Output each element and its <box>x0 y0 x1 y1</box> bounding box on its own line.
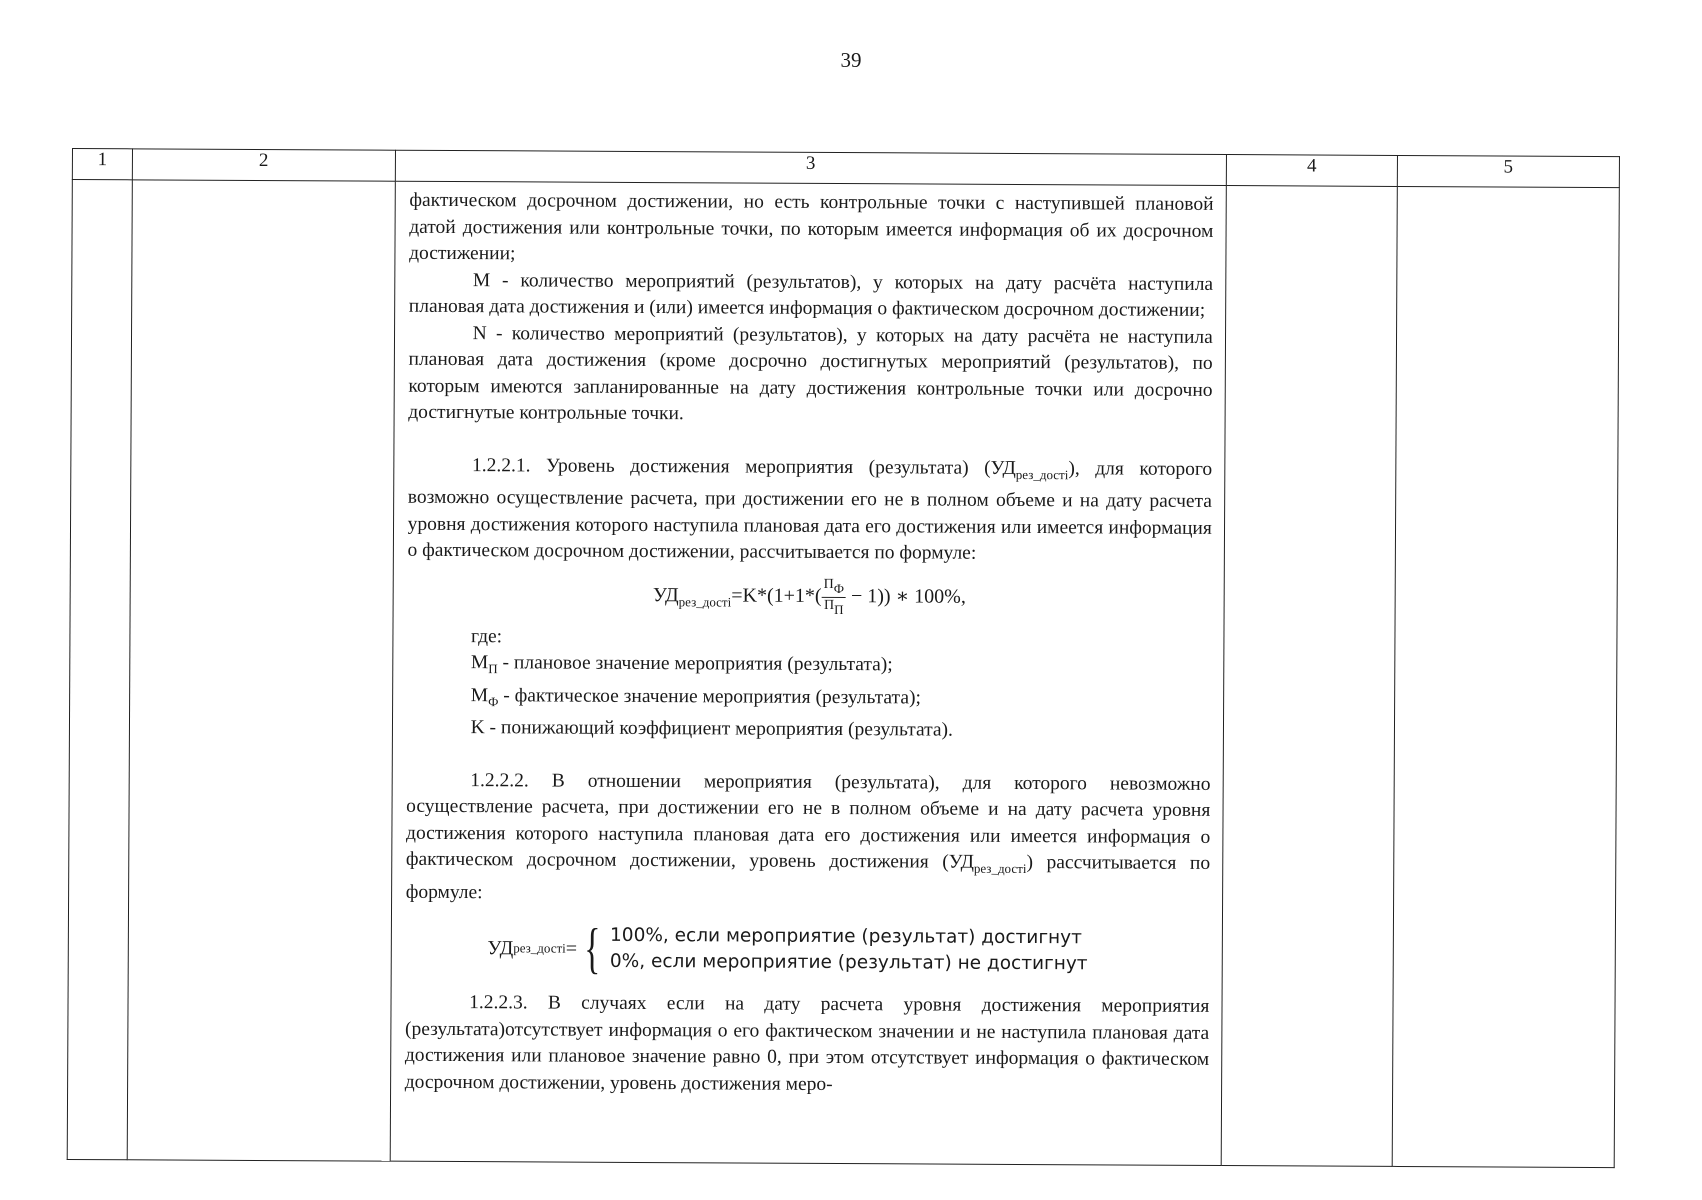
paragraph-m-definition: M - количество мероприятий (результатов), у которых на дату расчёта наступила плановая дата достижения и (или) имеется информация о фактическом досрочном достижении; <box>408 269 1214 321</box>
header-col-2: 2 <box>132 149 395 181</box>
header-col-1: 1 <box>72 149 132 180</box>
formula-binary-achievement: УД рез_достi = { 100%, если мероприятие (результат) достигнут 0%, если мероприятие (результат) не достигнут <box>487 917 1088 980</box>
paragraph-1: фактическом досрочном достижении, но есть контрольные точки с наступившей плановой датой достижения или контрольные точки, по которым имеется информация об их досрочном достижении; <box>409 189 1214 265</box>
header-col-3: 3 <box>395 150 1226 185</box>
header-col-5: 5 <box>1397 155 1619 187</box>
cell-col-4 <box>1221 186 1397 1167</box>
header-col-4: 4 <box>1226 155 1397 187</box>
definition-mp: $M_П$ - плановое значение мероприятия (результата); <box>470 652 893 677</box>
cell-col-5 <box>1392 186 1619 1167</box>
body-row <box>67 180 1619 1168</box>
definition-k: K - понижающий коэффициент мероприятия (результата). <box>470 717 953 741</box>
paragraph-1-2-2-3: 1.2.2.3. В случаях если на дату расчета уровня достижения мероприятия (результата)отсутствует информация о его фактическом значении и не наступила плановая дата достижения или плановое значение равно 0, при этом отсутствует информация о фактическом досрочном достижении, уровень достижения меро- <box>404 992 1210 1095</box>
cell-col-2 <box>127 180 395 1161</box>
brace-symbol: { <box>584 917 601 980</box>
cell-col-3 <box>390 181 1226 1165</box>
paragraph-n-definition: N - количество мероприятий (результатов), у которых на дату расчёта не наступила плановая дата достижения (кроме досрочно достигнутых мероприятий (результатов), по которым имеются запланированные на дату достижения контрольные точки или досрочно достигнутые контрольные точки. <box>408 322 1213 425</box>
formula-cases <box>610 923 1088 978</box>
where-label: где: <box>471 625 503 647</box>
definition-mf: $M_Ф$ - фактическое значение мероприятия (результата); <box>470 684 921 709</box>
case-achieved: 100%, если мероприятие (результат) достигнут <box>610 924 1082 949</box>
paragraph-1-2-2-1: 1.2.2.1. Уровень достижения мероприятия (результата) $(УД_{рез\_достi})$, для которого возможно осуществление расчета, при достижении его не в полном объеме и на дату расчета уровня достижения которого наступила плановая дата его достижения или имеется информация о фактическом досрочном достижении, рассчитывается по формуле: <box>407 454 1213 564</box>
cell-col-1 <box>67 180 132 1160</box>
case-not-achieved: 0%, если мероприятие (результат) не достигнут <box>609 950 1088 975</box>
formula-fraction: $\frac{ПФ}{ПП}$ <box>821 576 846 617</box>
paragraph-1-2-2-2: 1.2.2.2. В отношении мероприятия (результата), для которого невозможно осуществление расчета, при достижении его не в полном объеме и на дату расчета уровня достижения которого наступила плановая дата его достижения или имеется информация о фактическом досрочном достижении, уровень достижения $(УД_{рез\_достi})$ рассчитывается по формуле: <box>405 769 1211 903</box>
page-number: 39 <box>840 48 862 72</box>
formula-partial-achievement: $УД_{рез\_достi}=K*(1+1*$( $\frac{ПФ}{ПП}$ − 1)) ∗ 100%, <box>652 576 966 617</box>
document-table <box>67 148 1620 1168</box>
